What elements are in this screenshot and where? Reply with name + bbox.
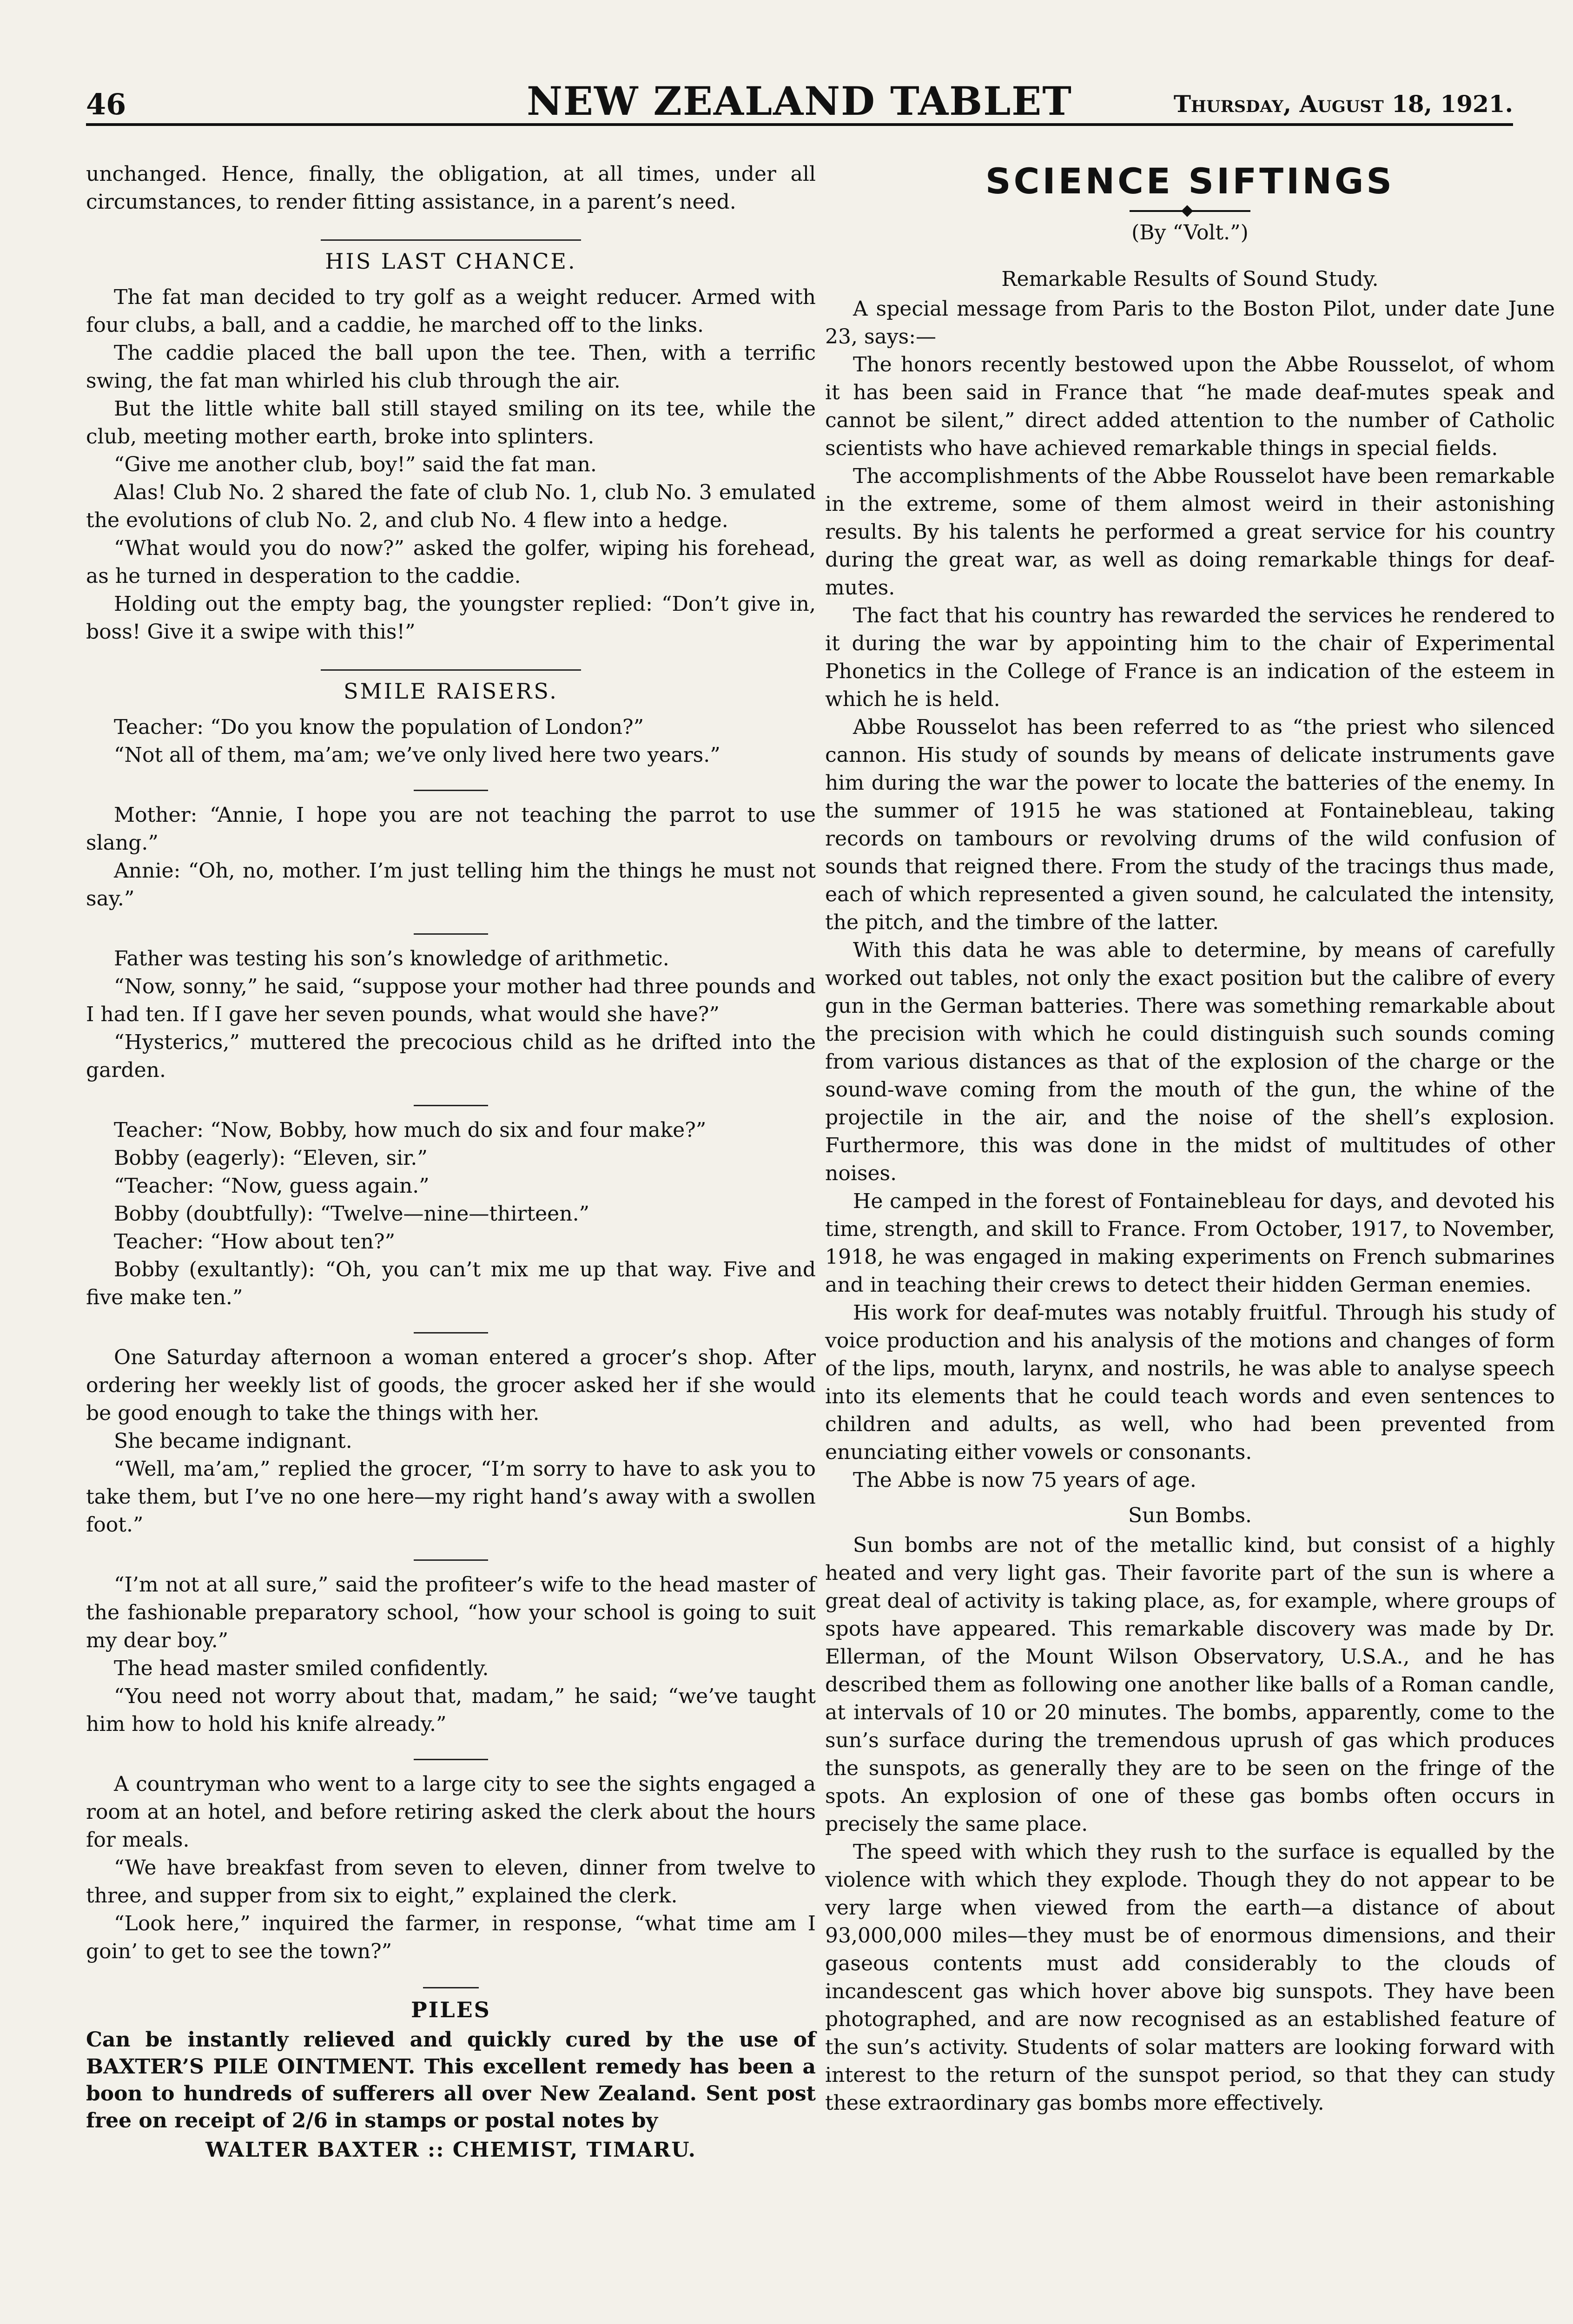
left-column <box>86 160 816 2164</box>
masthead <box>86 74 1513 130</box>
joke-line: Mother: “Annie, I hope you are not teaching the parrot to use slang.” <box>86 803 816 855</box>
joke-line: “I’m not at all sure,” said the profiteer’s wife to the head master of the fashionable preparatory school, “how your school is going to suit my dear boy.” <box>86 1573 816 1652</box>
joke-line: She became indignant. <box>114 1429 352 1453</box>
joke-line: “Teacher: “Now, guess again.” <box>114 1174 430 1198</box>
paragraph: The fat man decided to try golf as a weight reducer. Armed with four clubs, a ball, and a caddie, he marched off to the links. <box>86 285 816 337</box>
paragraph: The honors recently bestowed upon the Abbe Rousselot, of whom it has been said in France that “he made deaf-mutes speak and cannot be silent,” direct added attention to the number of Catholic scientists who have achieved remarkable things in special fields. <box>825 353 1555 460</box>
joke-line: “Well, ma’am,” replied the grocer, “I’m sorry to have to ask you to take them, but I’ve no one here—my right hand’s away with a swollen foot.” <box>86 1457 816 1537</box>
smile-raisers-heading: SMILE RAISERS. <box>344 679 558 704</box>
paragraph: The Abbe is now 75 years of age. <box>853 1468 1196 1492</box>
byline: (By “Volt.”) <box>1131 221 1249 244</box>
joke-line: Teacher: “Do you know the population of London?” <box>114 715 644 739</box>
paragraph: “Give me another club, boy!” said the fat man. <box>114 453 597 476</box>
joke-line: One Saturday afternoon a woman entered a grocer’s shop. After ordering her weekly list of goods, the grocer asked her if she would be good enough to take the things with her. <box>86 1346 816 1425</box>
piles-advertisement <box>86 1996 816 2164</box>
joke-separator <box>414 1105 488 1106</box>
right-column <box>825 160 1555 2117</box>
joke-line: “Not all of them, ma’am; we’ve only lived here two years.” <box>114 743 720 767</box>
his-last-chance-heading: HIS LAST CHANCE. <box>325 249 577 274</box>
paragraph: But the little white ball still stayed smiling on its tee, while the club, meeting mother earth, broke into splinters. <box>86 397 816 449</box>
joke-separator <box>414 790 488 791</box>
page-number: 46 <box>86 87 126 121</box>
paragraph: Sun bombs are not of the metallic kind, but consist of a highly heated and very light gas. Their favorite part of the sun is where a great deal of activity is taking place, as, for example, where groups of spots have appeared. This remarkable discovery was made by Dr. Ellerman, of the Mount Wilson Observatory, U.S.A., and he has described them as following one another like balls of a Roman candle, at intervals of 10 or 20 minutes. The bombs, apparently, come to the sun’s surface during the tremendous uprush of gas which produces the sunspots, as generally they are to be seen on the fringe of the spots. An explosion of one of these gas bombs often occurs in precisely the same place. <box>825 1533 1555 1836</box>
joke-line: “Now, sonny,” he said, “suppose your mother had three pounds and I had ten. If I gave her seven pounds, what would she have?” <box>86 975 816 1026</box>
piles-ad-signature: WALTER BAXTER :: CHEMIST, TIMARU. <box>205 2138 696 2162</box>
joke-line: “We have breakfast from seven to eleven, dinner from twelve to three, and supper from six to eight,” explained the clerk. <box>86 1856 816 1908</box>
paragraph: The fact that his country has rewarded the services he rendered to it during the war by appointing him to the chair of Experimental Phonetics in the College of France is an indication of the esteem in which he is held. <box>825 604 1555 711</box>
joke-line: Bobby (exultantly): “Oh, you can’t mix me up that way. Five and five make ten.” <box>86 1258 816 1309</box>
section-divider <box>321 239 581 241</box>
sound-study-subheading: Remarkable Results of Sound Study. <box>1001 267 1379 291</box>
masthead-rule <box>86 123 1513 126</box>
joke-separator <box>414 933 488 935</box>
joke-line: Father was testing his son’s knowledge of arithmetic. <box>114 947 669 971</box>
piles-ad-body: Can be instantly relieved and quickly cured by the use of BAXTER’S PILE OINTMENT. This excellent remedy has been a boon to hundreds of sufferers all over New Zealand. Sent post free on receipt of 2/6 in stamps or postal notes by <box>86 2028 816 2133</box>
issue-date: Thursday, August 18, 1921. <box>1173 90 1513 118</box>
paragraph: Abbe Rousselot has been referred to as “the priest who silenced cannon. His study of sounds by means of delicate instruments gave him during the war the power to locate the batteries of the enemy. In the summer of 1915 he was stationed at Fontainebleau, taking records on tambours or revolving drums of the wild confusion of sounds that reigned there. From the study of the tracings thus made, each of which represented a given sound, he calculated the intensity, the pitch, and the timbre of the latter. <box>825 715 1555 934</box>
joke-line: Teacher: “How about ten?” <box>114 1230 396 1254</box>
paragraph: The accomplishments of the Abbe Rousselot have been remarkable in the extreme, some of them almost weird in their astonishing results. By his talents he performed a great service for his country during the great war, as well as doing remarkable things for deaf-mutes. <box>825 464 1555 600</box>
joke-separator <box>414 1559 488 1561</box>
joke-line: Bobby (eagerly): “Eleven, sir.” <box>114 1146 428 1170</box>
paragraph: A special message from Paris to the Boston Pilot, under date June 23, says:— <box>825 297 1555 349</box>
ad-separator <box>423 1987 479 1988</box>
paragraph: Holding out the empty bag, the youngster replied: “Don’t give in, boss! Give it a swipe with this!” <box>86 592 816 644</box>
joke-line: Annie: “Oh, no, mother. I’m just telling him the things he must not say.” <box>86 859 816 911</box>
joke-line: Bobby (doubtfully): “Twelve—nine—thirteen.” <box>114 1202 590 1226</box>
sun-bombs-subheading: Sun Bombs. <box>1128 1504 1252 1527</box>
paragraph: The caddie placed the ball upon the tee. Then, with a terrific swing, the fat man whirled his club through the air. <box>86 341 816 393</box>
paragraph: His work for deaf-mutes was notably fruitful. Through his study of voice production and his analysis of the motions and changes of form of the lips, mouth, larynx, and nostrils, he was able to analyse speech into its elements that he could teach words and even sentences to children and adults, as well, who had been prevented from enunciating either vowels or consonants. <box>825 1301 1555 1464</box>
joke-line: “Look here,” inquired the farmer, in response, “what time am I goin’ to get to see the town?” <box>86 1912 816 1963</box>
section-divider <box>321 669 581 671</box>
paragraph: With this data he was able to determine, by means of carefully worked out tables, not only the exact position but the calibre of every gun in the German batteries. There was something remarkable about the precision with which he could distinguish such sounds coming from various distances as that of the explosion of the charge or the sound-wave coming from the mouth of the gun, the whine of the projectile in the air, and the noise of the shell’s explosion. Furthermore, this was done in the midst of multitudes of other noises. <box>825 938 1555 1185</box>
joke-line: A countryman who went to a large city to see the sights engaged a room at an hotel, and before retiring asked the clerk about the hours for meals. <box>86 1772 816 1852</box>
paragraph: The speed with which they rush to the surface is equalled by the violence with which they explode. Though they do not appear to be very large when viewed from the earth—a distance of about 93,000,000 miles—they must be of enormous dimensions, and their gaseous contents must add considerably to the clouds of incandescent gas which hover above big sunspots. They have been photographed, and are now recognised as an established feature of the sun’s activity. Students of solar matters are looking forward with interest to the return of the sunspot period, so that they can study these extraordinary gas bombs more effectively. <box>825 1840 1555 2115</box>
newspaper-title: NEW ZEALAND TABLET <box>527 78 1072 124</box>
paragraph: “What would you do now?” asked the golfer, wiping his forehead, as he turned in desperation to the caddie. <box>86 536 816 588</box>
science-siftings-heading: SCIENCE SIFTINGS <box>985 160 1395 202</box>
ornament-rule <box>1130 207 1250 215</box>
paragraph: He camped in the forest of Fontainebleau for days, and devoted his time, strength, and skill to France. From October, 1917, to November, 1918, he was engaged in making experiments on French submarines and in teaching their crews to detect their hidden German enemies. <box>825 1189 1555 1297</box>
joke-line: Teacher: “Now, Bobby, how much do six and four make?” <box>114 1118 707 1142</box>
joke-line: The head master smiled confidently. <box>114 1657 489 1680</box>
joke-line: “Hysterics,” muttered the precocious child as he drifted into the garden. <box>86 1030 816 1082</box>
paragraph: Alas! Club No. 2 shared the fate of club No. 1, club No. 3 emulated the evolutions of club No. 2, and club No. 4 flew into a hedge. <box>86 481 816 532</box>
joke-separator <box>414 1332 488 1334</box>
piles-ad-heading: PILES <box>411 1997 491 2022</box>
intro-paragraph: unchanged. Hence, finally, the obligation, at all times, under all circumstances, to render fitting assistance, in a parent’s need. <box>86 162 816 214</box>
joke-separator <box>414 1759 488 1760</box>
joke-line: “You need not worry about that, madam,” he said; “we’ve taught him how to hold his knife already.” <box>86 1684 816 1736</box>
